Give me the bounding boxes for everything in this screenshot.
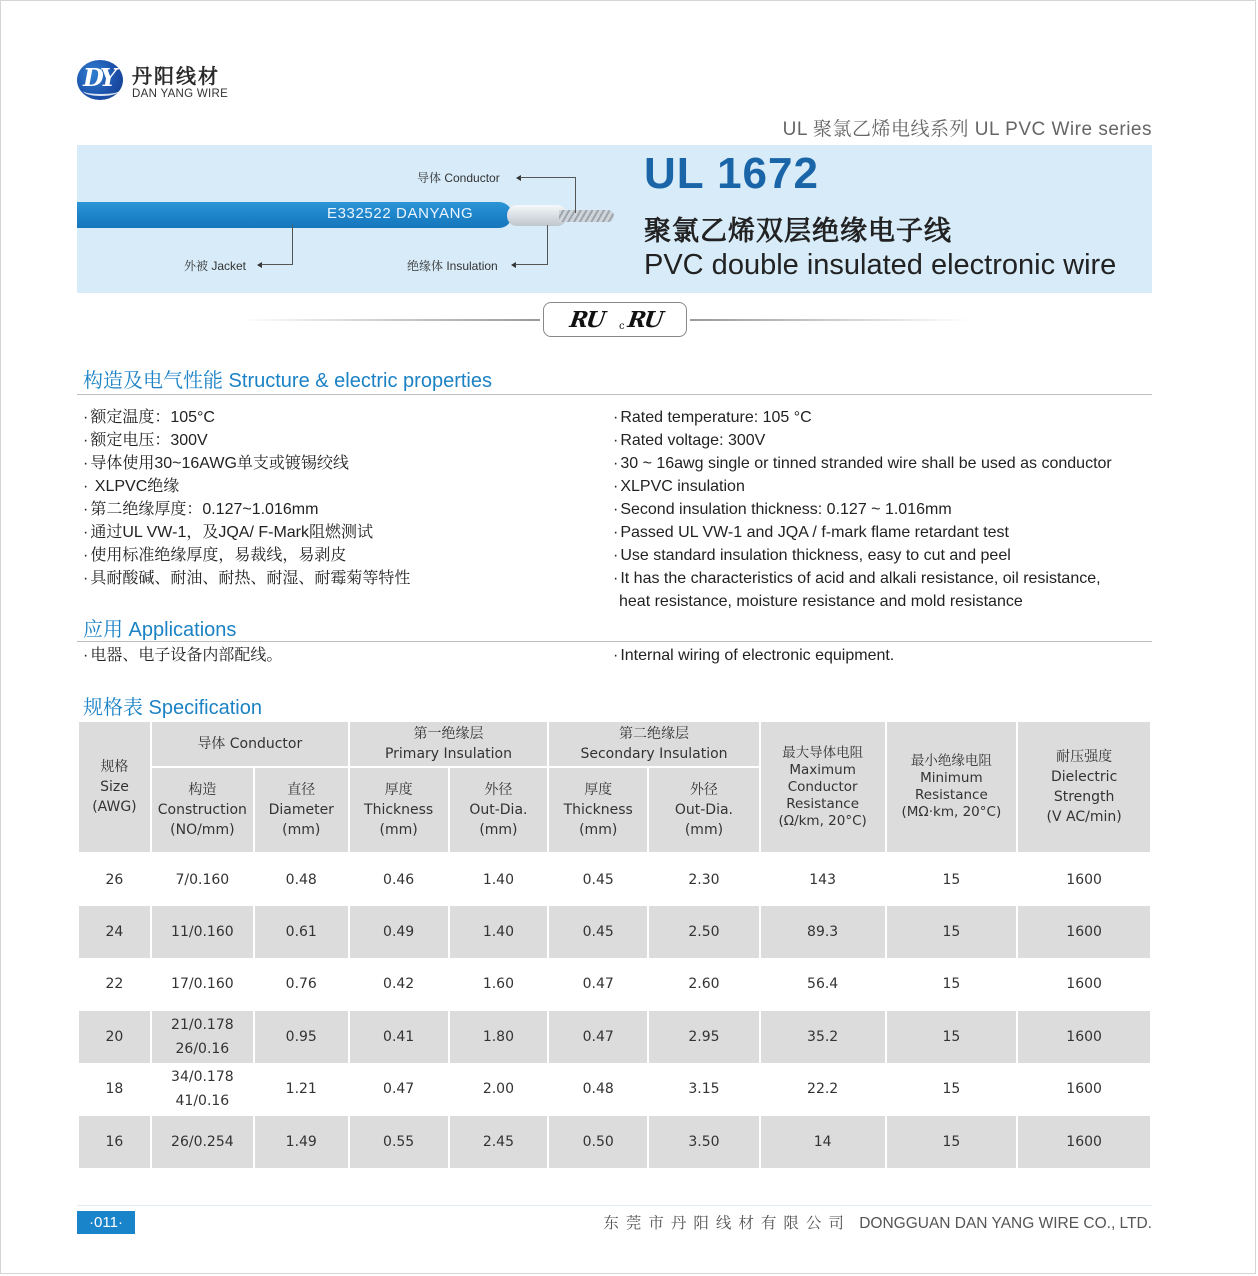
header-text: (mm) bbox=[479, 822, 518, 838]
wire-print-text: E332522 DANYANG bbox=[327, 205, 474, 222]
callout-line bbox=[261, 264, 293, 265]
cell-dielectric: 1600 bbox=[1017, 906, 1151, 959]
header-text: (MΩ·km, 20°C) bbox=[901, 804, 1002, 820]
applications-cn bbox=[83, 644, 282, 667]
table-row bbox=[78, 1116, 1151, 1169]
cell-text: 21/0.178 bbox=[171, 1016, 234, 1033]
cell-max-resistance: 22.2 bbox=[760, 1063, 886, 1116]
header-primary-out-dia bbox=[449, 767, 549, 853]
divider-line bbox=[690, 319, 970, 321]
cell-diameter: 0.95 bbox=[254, 1011, 349, 1064]
header-text: (NO/mm) bbox=[170, 822, 235, 838]
property-item: · 30 ~ 16awg single or tinned stranded wire shall be used as conductor bbox=[613, 452, 1112, 475]
company-name bbox=[603, 1211, 1152, 1233]
callout-line bbox=[547, 225, 548, 265]
cell-min-resistance: 15 bbox=[886, 1063, 1018, 1116]
page-number: ·011· bbox=[77, 1211, 135, 1234]
header-text: 规格 bbox=[100, 759, 129, 775]
arrow-left-icon bbox=[516, 175, 521, 181]
callout-jacket: 外被 Jacket bbox=[184, 259, 247, 273]
header-text: Resistance bbox=[915, 787, 988, 803]
header-text: Conductor bbox=[787, 778, 858, 795]
section-title-specification: 规格表 Specification bbox=[83, 697, 262, 719]
property-item: · 导体使用30~16AWG单支或镀锡绞线 bbox=[83, 452, 410, 475]
property-item: · 额定温度：105°C bbox=[83, 406, 410, 429]
cell-max-resistance: 35.2 bbox=[760, 1011, 886, 1064]
callout-insulation: 绝缘体 Insulation bbox=[407, 259, 498, 273]
cell-primary-out-dia: 2.45 bbox=[449, 1116, 549, 1169]
cell-secondary-out-dia: 3.15 bbox=[648, 1063, 760, 1116]
cell-text: 26/0.254 bbox=[171, 1133, 234, 1150]
callout-line bbox=[515, 264, 547, 265]
header-size bbox=[78, 721, 151, 853]
product-banner bbox=[77, 145, 1152, 293]
cell-secondary-thickness: 0.50 bbox=[548, 1116, 648, 1169]
arrow-left-icon bbox=[257, 262, 262, 268]
header-text: 耐压强度 bbox=[1056, 749, 1113, 765]
cell-primary-out-dia: 2.00 bbox=[449, 1063, 549, 1116]
header-dielectric-strength bbox=[1017, 721, 1151, 853]
header-text: Dielectric bbox=[1050, 769, 1118, 785]
cell-max-resistance: 89.3 bbox=[760, 906, 886, 959]
cell-text: 7/0.160 bbox=[175, 871, 230, 888]
arrow-left-icon bbox=[511, 262, 516, 268]
properties-list-en bbox=[613, 406, 1112, 613]
cell-min-resistance: 15 bbox=[886, 853, 1018, 906]
wire-insulation-illustration bbox=[507, 205, 567, 226]
header-text: Size bbox=[100, 779, 129, 795]
cell-construction bbox=[151, 906, 254, 959]
cul-c-icon: c bbox=[619, 321, 625, 332]
wire-jacket-illustration bbox=[77, 202, 512, 228]
property-item: · It has the characteristics of acid and alkali resistance, oil resistance, bbox=[613, 567, 1112, 590]
property-item: · Second insulation thickness: 0.127 ~ 1.016mm bbox=[613, 498, 1112, 521]
property-item: · Rated temperature: 105 °C bbox=[613, 406, 1112, 429]
cell-dielectric: 1600 bbox=[1017, 853, 1151, 906]
header-text: Thickness bbox=[364, 802, 434, 818]
header-secondary-insulation bbox=[548, 721, 760, 767]
product-name-cn: 聚氯乙烯双层绝缘电子线 bbox=[644, 216, 952, 247]
header-primary-thickness bbox=[349, 767, 449, 853]
header-text: 外径 bbox=[484, 782, 513, 798]
header-text: Resistance bbox=[786, 795, 860, 812]
logo-letters: DY bbox=[83, 63, 113, 92]
header-text: 第二绝缘层 bbox=[619, 726, 690, 742]
cell-diameter: 1.49 bbox=[254, 1116, 349, 1169]
header-text: (mm) bbox=[579, 822, 618, 838]
callout-line bbox=[575, 177, 576, 213]
footer-rule bbox=[77, 1205, 1152, 1206]
cell-max-resistance: 143 bbox=[760, 853, 886, 906]
ul-recognized-icon: RU bbox=[568, 307, 606, 333]
cell-diameter: 0.76 bbox=[254, 958, 349, 1011]
property-item: · 额定电压：300V bbox=[83, 429, 410, 452]
cell-text: 17/0.160 bbox=[171, 976, 234, 993]
cul-recognized-icon: RU bbox=[626, 307, 664, 333]
property-item: · XLPVC insulation bbox=[613, 475, 1112, 498]
header-text: 厚度 bbox=[584, 782, 613, 798]
header-text: Maximum bbox=[789, 761, 856, 778]
cell-max-resistance: 14 bbox=[760, 1116, 886, 1169]
cell-dielectric: 1600 bbox=[1017, 1011, 1151, 1064]
header-max-resistance bbox=[760, 721, 886, 853]
header-text: Secondary Insulation bbox=[580, 746, 728, 762]
header-text: Diameter bbox=[268, 802, 334, 818]
cell-min-resistance: 15 bbox=[886, 906, 1018, 959]
header-conductor: 导体 Conductor bbox=[151, 721, 349, 767]
header-primary-insulation bbox=[349, 721, 549, 767]
cell-min-resistance: 15 bbox=[886, 1116, 1018, 1169]
property-item: · Passed UL VW-1 and JQA / f-mark flame retardant test bbox=[613, 521, 1112, 544]
header-text: Out-Dia. bbox=[674, 802, 734, 818]
cell-text: 26/0.16 bbox=[175, 1040, 230, 1057]
cell-min-resistance: 15 bbox=[886, 958, 1018, 1011]
header-text: 厚度 bbox=[384, 782, 413, 798]
header-text: Out-Dia. bbox=[469, 802, 528, 818]
cell-construction bbox=[151, 958, 254, 1011]
property-item-continuation: heat resistance, moisture resistance and mold resistance bbox=[619, 593, 1023, 610]
table-row bbox=[78, 853, 1151, 906]
properties-list-cn bbox=[83, 406, 410, 590]
cell-diameter: 0.61 bbox=[254, 906, 349, 959]
cell-secondary-out-dia: 2.60 bbox=[648, 958, 760, 1011]
cell-secondary-thickness: 0.45 bbox=[548, 906, 648, 959]
brand-name-en: DAN YANG WIRE bbox=[132, 88, 229, 100]
series-title: UL 聚氯乙烯电线系列 UL PVC Wire series bbox=[782, 119, 1152, 140]
cell-primary-out-dia: 1.60 bbox=[449, 958, 549, 1011]
section-title-structure: 构造及电气性能 Structure & electric properties bbox=[83, 370, 492, 392]
section-rule bbox=[77, 641, 1152, 642]
callout-line bbox=[520, 177, 575, 178]
company-name-en: DONGGUAN DAN YANG WIRE CO., LTD. bbox=[859, 1215, 1152, 1232]
cell-secondary-out-dia: 3.50 bbox=[648, 1116, 760, 1169]
cell-dielectric: 1600 bbox=[1017, 1063, 1151, 1116]
property-item: · 使用标准绝缘厚度，易裁线，易剥皮 bbox=[83, 544, 410, 567]
specification-table bbox=[77, 720, 1152, 1168]
product-code: UL 1672 bbox=[644, 149, 819, 198]
cell-primary-thickness: 0.55 bbox=[349, 1116, 449, 1169]
cell-text: 11/0.160 bbox=[171, 923, 234, 940]
cell-primary-thickness: 0.47 bbox=[349, 1063, 449, 1116]
property-item: · 具耐酸碱、耐油、耐热、耐湿、耐霉菊等特性 bbox=[83, 567, 410, 590]
header-diameter bbox=[254, 767, 349, 853]
header-text: 最小绝缘电阻 bbox=[910, 753, 992, 769]
cell-size: 20 bbox=[78, 1011, 151, 1064]
header-secondary-thickness bbox=[548, 767, 648, 853]
cell-size: 24 bbox=[78, 906, 151, 959]
wire-conductor-illustration bbox=[559, 210, 614, 222]
cell-construction bbox=[151, 1116, 254, 1169]
product-name-en: PVC double insulated electronic wire bbox=[644, 249, 1117, 281]
cell-size: 18 bbox=[78, 1063, 151, 1116]
application-item: · 电器、电子设备内部配线。 bbox=[83, 644, 282, 667]
header-text: Thickness bbox=[563, 802, 633, 818]
header-text: 第一绝缘层 bbox=[413, 726, 484, 742]
callout-conductor: 导体 Conductor bbox=[417, 171, 500, 185]
header-text: Minimum bbox=[920, 770, 983, 786]
cell-primary-thickness: 0.42 bbox=[349, 958, 449, 1011]
table-row bbox=[78, 958, 1151, 1011]
applications-en bbox=[613, 644, 894, 667]
header-construction bbox=[151, 767, 254, 853]
cell-size: 16 bbox=[78, 1116, 151, 1169]
table-row bbox=[78, 1063, 1151, 1116]
property-item: · Rated voltage: 300V bbox=[613, 429, 1112, 452]
cell-secondary-out-dia: 2.50 bbox=[648, 906, 760, 959]
cell-construction bbox=[151, 1063, 254, 1116]
cell-secondary-thickness: 0.47 bbox=[548, 958, 648, 1011]
cell-primary-thickness: 0.41 bbox=[349, 1011, 449, 1064]
cell-text: 34/0.178 bbox=[171, 1069, 234, 1086]
header-text: 构造 bbox=[188, 782, 217, 798]
cell-text: 41/0.16 bbox=[175, 1093, 230, 1110]
cell-construction bbox=[151, 853, 254, 906]
callout-line bbox=[292, 225, 293, 265]
certification-badge bbox=[543, 302, 687, 337]
header-text: (AWG) bbox=[92, 799, 137, 815]
cell-diameter: 0.48 bbox=[254, 853, 349, 906]
property-item: · 第二绝缘厚度：0.127~1.016mm bbox=[83, 498, 410, 521]
header-min-resistance bbox=[886, 721, 1018, 853]
application-item: · Internal wiring of electronic equipment. bbox=[613, 644, 894, 667]
cell-primary-out-dia: 1.40 bbox=[449, 853, 549, 906]
table-row bbox=[78, 1011, 1151, 1064]
cell-size: 26 bbox=[78, 853, 151, 906]
divider-line bbox=[240, 319, 540, 321]
company-name-cn: 东莞市丹阳线材有限公司 bbox=[603, 1215, 851, 1232]
header-text: (Ω/km, 20°C) bbox=[778, 812, 867, 829]
brand-logo bbox=[77, 58, 257, 106]
cell-secondary-thickness: 0.45 bbox=[548, 853, 648, 906]
brand-name-cn: 丹阳线材 bbox=[132, 64, 220, 88]
header-text: (mm) bbox=[282, 822, 321, 838]
header-secondary-out-dia bbox=[648, 767, 760, 853]
cell-secondary-out-dia: 2.30 bbox=[648, 853, 760, 906]
header-text: Primary Insulation bbox=[384, 746, 512, 762]
table-row bbox=[78, 906, 1151, 959]
header-text: 外径 bbox=[689, 782, 718, 798]
cell-max-resistance: 56.4 bbox=[760, 958, 886, 1011]
header-text: 直径 bbox=[287, 782, 316, 798]
header-text: (mm) bbox=[684, 822, 724, 838]
cell-primary-out-dia: 1.40 bbox=[449, 906, 549, 959]
property-item: · Use standard insulation thickness, easy to cut and peel bbox=[613, 544, 1112, 567]
cell-secondary-out-dia: 2.95 bbox=[648, 1011, 760, 1064]
logo-emblem-icon bbox=[77, 60, 123, 100]
property-item: · XLPVC绝缘 bbox=[83, 475, 410, 498]
header-text: 最大导体电阻 bbox=[782, 744, 864, 761]
cell-primary-out-dia: 1.80 bbox=[449, 1011, 549, 1064]
section-rule bbox=[77, 394, 1152, 395]
cell-primary-thickness: 0.49 bbox=[349, 906, 449, 959]
cell-min-resistance: 15 bbox=[886, 1011, 1018, 1064]
cell-secondary-thickness: 0.48 bbox=[548, 1063, 648, 1116]
header-text: (V AC/min) bbox=[1046, 809, 1122, 825]
cell-diameter: 1.21 bbox=[254, 1063, 349, 1116]
header-text: Strength bbox=[1053, 789, 1115, 805]
cell-dielectric: 1600 bbox=[1017, 1116, 1151, 1169]
property-item: · 通过UL VW-1，及JQA/ F-Mark阻燃测试 bbox=[83, 521, 410, 544]
cell-size: 22 bbox=[78, 958, 151, 1011]
section-title-applications: 应用 Applications bbox=[83, 619, 237, 641]
cell-secondary-thickness: 0.47 bbox=[548, 1011, 648, 1064]
header-text: Construction bbox=[157, 802, 247, 818]
cell-dielectric: 1600 bbox=[1017, 958, 1151, 1011]
header-text: (mm) bbox=[379, 822, 418, 838]
cell-primary-thickness: 0.46 bbox=[349, 853, 449, 906]
cell-construction bbox=[151, 1011, 254, 1064]
